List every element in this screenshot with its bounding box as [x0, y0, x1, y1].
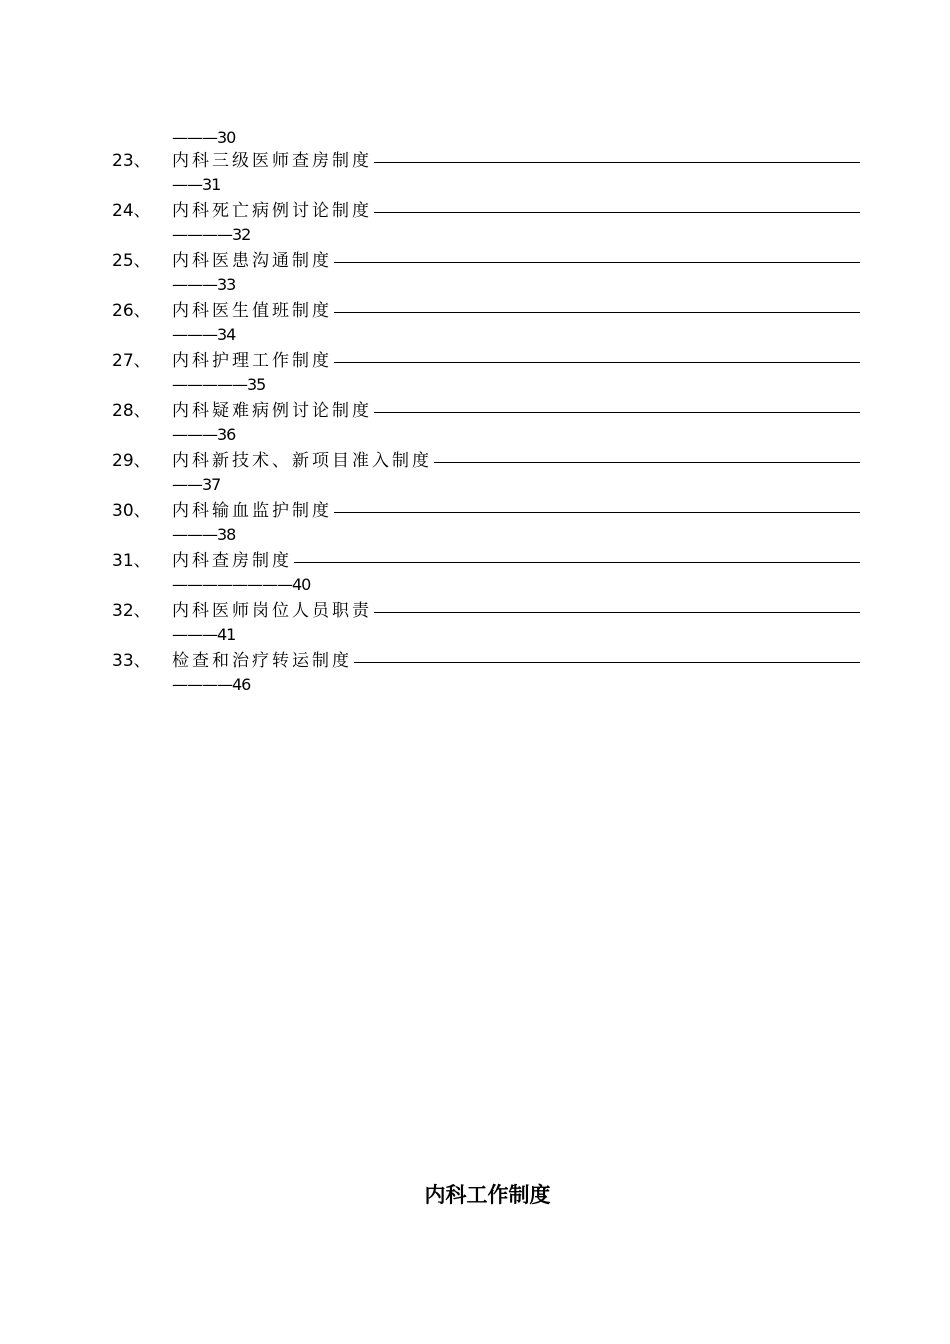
toc-entry-33[interactable] [112, 648, 862, 698]
toc-entry-25[interactable] [112, 248, 862, 298]
toc-entry-title-line [172, 548, 860, 574]
toc-entry-page: ——37 [172, 475, 221, 494]
toc-entry-number: 25、 [112, 251, 151, 271]
toc-entry-29[interactable] [112, 448, 862, 498]
toc-entry-title-line [172, 298, 860, 324]
toc-entry-page: ———38 [172, 525, 236, 544]
toc-entry-title: 内科医患沟通制度 [172, 251, 332, 271]
toc-entry-32[interactable] [112, 598, 862, 648]
toc-entry-24[interactable] [112, 198, 862, 248]
toc-entry-title-line [172, 498, 860, 524]
toc-entry-title-line [172, 248, 860, 274]
toc-entry-title-line [172, 148, 860, 174]
toc-entry-number: 33、 [112, 651, 151, 671]
toc-entry-number: 32、 [112, 601, 151, 621]
toc-entry-title: 检查和治疗转运制度 [172, 651, 352, 671]
toc-entry-page: ———36 [172, 425, 236, 444]
toc-entry-page: —————35 [172, 375, 266, 394]
toc-entry-number: 29、 [112, 451, 151, 471]
toc-entry-title-line [172, 648, 860, 674]
toc-continuation: ———30 [172, 128, 236, 147]
toc-entry-number: 30、 [112, 501, 151, 521]
toc-entry-31[interactable] [112, 548, 862, 598]
toc-entry-title-line [172, 598, 860, 624]
toc-entry-30[interactable] [112, 498, 862, 548]
section-heading: 内科工作制度 [424, 1183, 551, 1207]
toc-entry-title: 内科输血监护制度 [172, 501, 332, 521]
toc-entry-title-line [172, 198, 860, 224]
toc-entry-page: ————46 [172, 675, 251, 694]
toc-entry-title: 内科疑难病例讨论制度 [172, 401, 372, 421]
toc-entry-number: 26、 [112, 301, 151, 321]
toc-entry-title: 内科护理工作制度 [172, 351, 332, 371]
toc-entry-28[interactable] [112, 398, 862, 448]
toc-entry-number: 27、 [112, 351, 151, 371]
toc-entry-title-line [172, 348, 860, 374]
toc-entry-title: 内科查房制度 [172, 551, 292, 571]
toc-entry-title: 内科医生值班制度 [172, 301, 332, 321]
toc-entry-27[interactable] [112, 348, 862, 398]
toc-entry-page: ———41 [172, 625, 236, 644]
toc-entry-title: 内科死亡病例讨论制度 [172, 201, 372, 221]
toc-entry-title-line [172, 448, 860, 474]
toc-entry-number: 31、 [112, 551, 151, 571]
table-of-contents [112, 148, 862, 698]
toc-entry-page: ——31 [172, 175, 221, 194]
toc-entry-title-line [172, 398, 860, 424]
toc-entry-23[interactable] [112, 148, 862, 198]
toc-entry-title: 内科新技术、新项目准入制度 [172, 451, 432, 471]
toc-entry-page: ————32 [172, 225, 251, 244]
toc-entry-number: 28、 [112, 401, 151, 421]
toc-entry-page: ———34 [172, 325, 236, 344]
toc-entry-page: ———33 [172, 275, 236, 294]
toc-entry-number: 23、 [112, 151, 151, 171]
toc-entry-title: 内科医师岗位人员职责 [172, 601, 372, 621]
toc-entry-26[interactable] [112, 298, 862, 348]
toc-entry-number: 24、 [112, 201, 151, 221]
toc-entry-title: 内科三级医师查房制度 [172, 151, 372, 171]
toc-entry-page: ————————40 [172, 575, 311, 594]
